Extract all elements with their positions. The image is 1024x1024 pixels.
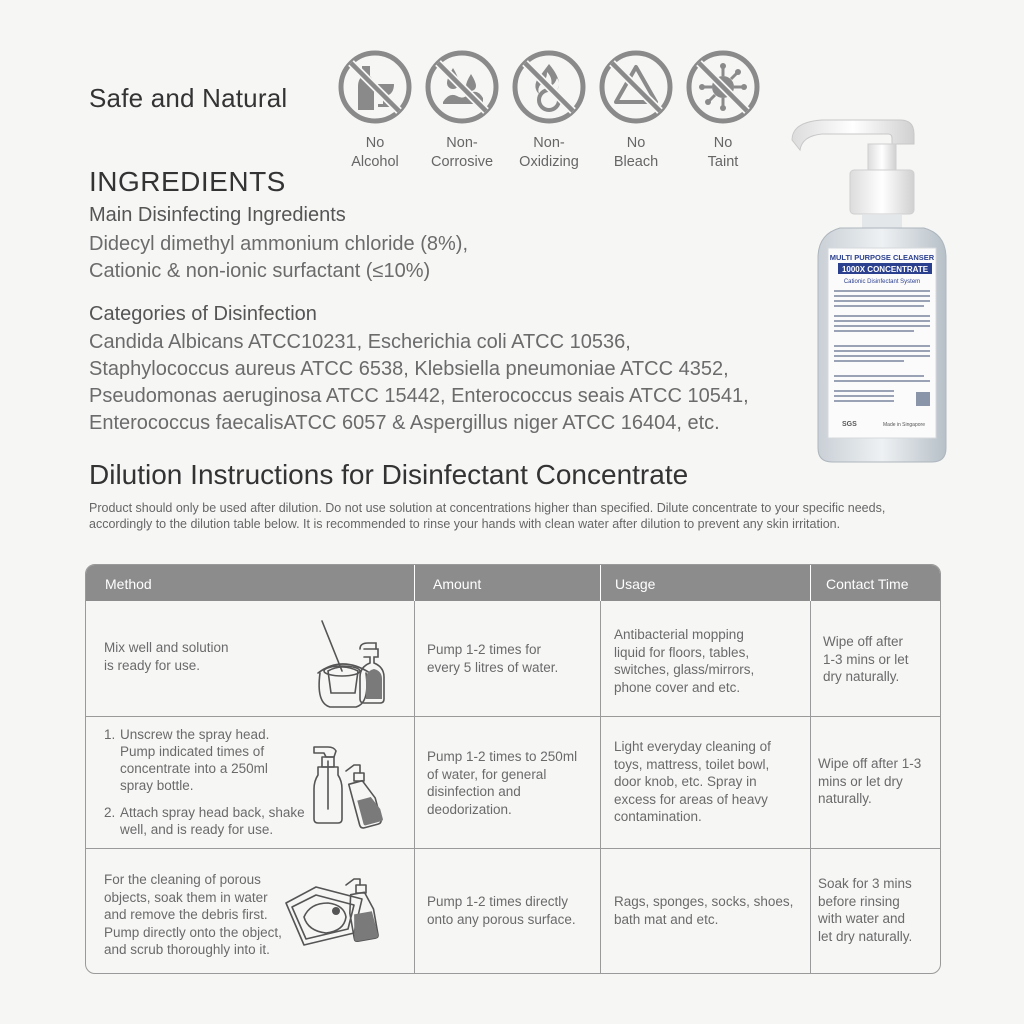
non-oxidizing-icon [512, 50, 586, 124]
icon-label-non-corrosive: Non- Corrosive [430, 135, 494, 170]
step-2-text: Attach spray head back, shake well, and is ready for use. [120, 805, 305, 837]
icon-label-no-bleach: No Bleach [613, 135, 659, 170]
main-ingredients-text: Didecyl dimethyl ammonium chloride (8%), Cationic & non-ionic surfactant (≤10%) [89, 233, 469, 282]
row3-method: For the cleaning of porous objects, soak them in water and remove the debris first. Pump directly onto the object, and scrub thoroughly into it. [104, 872, 282, 957]
row3-amount: Pump 1-2 times directly onto any porous surface. [427, 894, 576, 927]
header-usage: Usage [615, 576, 656, 592]
dilution-description: Product should only be used after dilution. Do not use solution at concentrations higher than specified. Dilute concentrate to your specific needs, accordingly to the dilution table below. It is recommended to rinse your hands with clean water after dilution to prevent any skin irritation. [89, 501, 886, 531]
column-divider [810, 565, 811, 973]
header-amount: Amount [433, 576, 482, 592]
bottle-footer: Made in Singapore [883, 422, 925, 428]
sponge-spray-illustration [282, 873, 402, 949]
dilution-table [85, 564, 941, 974]
row1-contact: Wipe off after 1-3 mins or let dry naturally. [823, 634, 909, 684]
step-2-number: 2. [104, 805, 116, 820]
row1-amount: Pump 1-2 times for every 5 litres of water. [427, 642, 559, 675]
categories-subtitle: Categories of Disinfection [89, 303, 317, 325]
icon-label-non-oxidizing: Non- Oxidizing [519, 135, 579, 170]
row-divider [86, 848, 940, 849]
row2-method-steps [104, 726, 324, 848]
step-1 [104, 726, 324, 794]
step-2 [104, 804, 324, 838]
safe-natural-title: Safe and Natural [89, 83, 288, 113]
icon-label-no-taint: No Taint [707, 135, 739, 170]
row3-usage: Rags, sponges, socks, shoes, bath mat and etc. [614, 894, 794, 927]
ingredients-title: INGREDIENTS [89, 166, 286, 197]
row1-usage: Antibacterial mopping liquid for floors, tables, switches, glass/mirrors, phone cover and etc. [614, 627, 755, 695]
table-header [86, 565, 940, 601]
row-divider [86, 716, 940, 717]
column-divider [414, 565, 415, 973]
no-alcohol-icon [338, 50, 412, 124]
step-1-number: 1. [104, 727, 116, 742]
header-divider [600, 565, 601, 601]
step-1-text: Unscrew the spray head. Pump indicated times of concentrate into a 250ml spray bottle. [120, 727, 270, 793]
categories-text: Candida Albicans ATCC10231, Escherichia coli ATCC 10536, Staphylococcus aureus ATCC 6538, Klebsiella pneumoniae ATCC 4352, Pseudomonas aeruginosa ATCC 15442, Enterococcus seais ATCC 10541, Enterococcus faecalisATCC 6057 & Aspergillus niger ATCC 16404, etc. [89, 331, 749, 434]
row3-contact: Soak for 3 mins before rinsing with water and let dry naturally. [818, 876, 913, 944]
bottle-label-line2: 1000X CONCENTRATE [841, 265, 929, 274]
icon-label-no-alcohol: No Alcohol [351, 135, 399, 170]
row1-method: Mix well and solution is ready for use. [104, 640, 229, 673]
dilution-title: Dilution Instructions for Disinfectant Concentrate [89, 459, 689, 490]
bottle-label-line3: Cationic Disinfectant System [843, 279, 921, 285]
spray-bottle-illustration [308, 735, 400, 831]
header-contact-time: Contact Time [826, 576, 909, 592]
header-method: Method [105, 576, 152, 592]
bottle-brand: SGS [842, 421, 857, 428]
bucket-mop-illustration [308, 613, 400, 709]
header-divider [414, 565, 415, 601]
row2-contact: Wipe off after 1-3 mins or let dry naturally. [818, 756, 922, 806]
product-bottle-image [780, 110, 960, 466]
bottle-label-line1: MULTI PURPOSE CLEANSER [829, 253, 935, 262]
row2-amount: Pump 1-2 times to 250ml of water, for general disinfection and deodorization. [427, 749, 578, 817]
row2-usage: Light everyday cleaning of toys, mattress, toilet bowl, door knob, etc. Spray in excess for areas of heavy contamination. [614, 739, 771, 824]
non-corrosive-icon [425, 50, 499, 124]
header-divider [810, 565, 811, 601]
no-taint-icon [686, 50, 760, 124]
no-bleach-icon [599, 50, 673, 124]
column-divider [600, 565, 601, 973]
main-ingredients-subtitle: Main Disinfecting Ingredients [89, 204, 346, 226]
